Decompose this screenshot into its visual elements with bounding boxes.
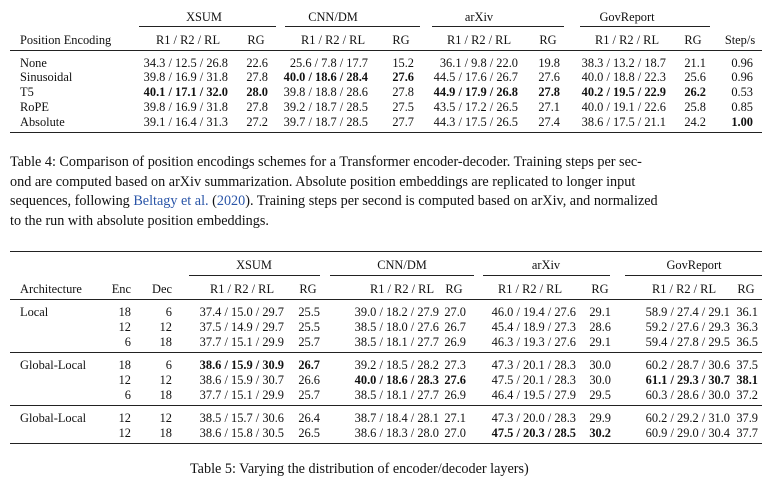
metric-cell: 38.5 / 15.7 / 30.6 xyxy=(199,411,284,425)
metric-cell: 60.9 / 29.0 / 30.4 xyxy=(645,426,730,440)
header-rule xyxy=(10,50,762,51)
metric-cell: 37.7 / 15.1 / 29.9 xyxy=(199,388,284,402)
rg-cell: 25.5 xyxy=(298,320,320,334)
rg-cell: 26.4 xyxy=(298,411,320,425)
column-group-header: XSUM xyxy=(186,10,222,24)
column-header: Dec xyxy=(152,282,172,296)
rg-cell: 27.8 xyxy=(538,85,560,99)
rg-cell: 29.1 xyxy=(589,335,611,349)
dec-cell: 12 xyxy=(159,411,172,425)
metric-cell: 36.1 / 9.8 / 22.0 xyxy=(439,56,518,70)
metric-cell: 60.2 / 28.7 / 30.6 xyxy=(645,358,730,372)
metric-cell: 46.0 / 19.4 / 27.6 xyxy=(491,305,576,319)
metric-cell: 47.5 / 20.3 / 28.5 xyxy=(491,426,576,440)
column-group-header: XSUM xyxy=(236,258,272,272)
header-rule xyxy=(10,299,762,300)
enc-cell: 12 xyxy=(118,411,131,425)
dec-cell: 18 xyxy=(159,335,172,349)
metric-cell: 39.7 / 18.7 / 28.5 xyxy=(283,115,368,129)
rg-cell: 27.3 xyxy=(444,358,466,372)
metric-cell: 60.3 / 28.6 / 30.0 xyxy=(645,388,730,402)
column-header: R1 / R2 / RL xyxy=(209,282,275,296)
metric-cell: 38.6 / 15.9 / 30.7 xyxy=(199,373,284,387)
rg-cell: 28.0 xyxy=(246,85,268,99)
group-rule xyxy=(483,275,610,276)
metric-cell: 38.6 / 18.3 / 28.0 xyxy=(354,426,439,440)
metric-cell: 40.0 / 18.8 / 22.3 xyxy=(581,70,666,84)
column-header: R1 / R2 / RL xyxy=(155,33,221,47)
rg-cell: 28.6 xyxy=(589,320,611,334)
rg-cell: 15.2 xyxy=(392,56,414,70)
metric-cell: 61.1 / 29.3 / 30.7 xyxy=(645,373,730,387)
rg-cell: 27.0 xyxy=(444,426,466,440)
rg-cell: 29.5 xyxy=(589,388,611,402)
group-rule xyxy=(432,26,564,27)
architecture-label: Local xyxy=(20,305,49,319)
rg-cell: 21.1 xyxy=(684,56,706,70)
column-header: R1 / R2 / RL xyxy=(369,282,435,296)
caption-line: sequences, following Beltagy et al. (2020). Training steps per second is computed based on arXiv, and normalized xyxy=(10,193,658,209)
metric-cell: 46.3 / 19.3 / 27.6 xyxy=(491,335,576,349)
metric-cell: 58.9 / 27.4 / 29.1 xyxy=(645,305,730,319)
column-header: Architecture xyxy=(20,282,82,296)
metric-cell: 40.2 / 19.5 / 22.9 xyxy=(581,85,666,99)
rg-cell: 25.5 xyxy=(298,305,320,319)
column-header: RG xyxy=(684,33,702,47)
metric-cell: 45.4 / 18.9 / 27.3 xyxy=(491,320,576,334)
column-header: R1 / R2 / RL xyxy=(300,33,366,47)
column-group-header: CNN/DM xyxy=(308,10,358,24)
rg-cell: 30.0 xyxy=(589,373,611,387)
rg-cell: 25.7 xyxy=(298,388,320,402)
enc-cell: 12 xyxy=(118,373,131,387)
enc-cell: 18 xyxy=(118,358,131,372)
dec-cell: 6 xyxy=(165,305,172,319)
group-rule xyxy=(625,275,762,276)
row-label: Sinusoidal xyxy=(20,70,73,84)
metric-cell: 37.5 / 14.9 / 29.7 xyxy=(199,320,284,334)
column-header: RG xyxy=(737,282,755,296)
metric-cell: 34.3 / 12.5 / 26.8 xyxy=(143,56,228,70)
metric-cell: 43.5 / 17.2 / 26.5 xyxy=(433,100,518,114)
dec-cell: 18 xyxy=(159,426,172,440)
metric-cell: 40.0 / 18.6 / 28.4 xyxy=(283,70,368,84)
column-header: RG xyxy=(539,33,557,47)
rg-cell: 27.7 xyxy=(392,115,414,129)
column-group-header: arXiv xyxy=(464,10,494,24)
column-header: RG xyxy=(392,33,410,47)
rg-cell: 27.6 xyxy=(392,70,414,84)
rg-cell: 27.6 xyxy=(444,373,466,387)
bottom-rule xyxy=(10,132,762,133)
metric-cell: 39.8 / 16.9 / 31.8 xyxy=(143,70,228,84)
metric-cell: 37.7 / 15.1 / 29.9 xyxy=(199,335,284,349)
rg-cell: 25.8 xyxy=(684,100,706,114)
architecture-label: Global-Local xyxy=(20,411,87,425)
rg-cell: 26.9 xyxy=(444,335,466,349)
enc-cell: 6 xyxy=(124,388,131,402)
rg-cell: 27.4 xyxy=(538,115,560,129)
caption-line: to the run with absolute position embeddings. xyxy=(10,212,269,229)
rg-cell: 37.2 xyxy=(736,388,758,402)
group-rule xyxy=(285,26,420,27)
citation-year-link[interactable]: 2020 xyxy=(216,193,246,209)
rg-cell: 36.5 xyxy=(736,335,758,349)
bottom-rule xyxy=(10,443,762,444)
metric-cell: 47.3 / 20.1 / 28.3 xyxy=(491,358,576,372)
rg-cell: 27.1 xyxy=(538,100,560,114)
rg-cell: 26.7 xyxy=(444,320,466,334)
column-header: RG xyxy=(591,282,609,296)
metric-cell: 38.7 / 18.4 / 28.1 xyxy=(354,411,439,425)
rg-cell: 27.2 xyxy=(246,115,268,129)
enc-cell: 12 xyxy=(118,426,131,440)
rg-cell: 37.7 xyxy=(736,426,758,440)
metric-cell: 39.8 / 18.8 / 28.6 xyxy=(283,85,368,99)
dec-cell: 12 xyxy=(159,373,172,387)
metric-cell: 44.3 / 17.5 / 26.5 xyxy=(433,115,518,129)
dec-cell: 6 xyxy=(165,358,172,372)
rg-cell: 22.6 xyxy=(246,56,268,70)
metric-cell: 39.2 / 18.5 / 28.2 xyxy=(354,358,439,372)
row-label: None xyxy=(20,56,47,70)
column-header: Step/s xyxy=(724,33,756,47)
row-label: Absolute xyxy=(20,115,65,129)
section-rule xyxy=(10,405,762,406)
metric-cell: 39.1 / 16.4 / 31.3 xyxy=(143,115,228,129)
dec-cell: 18 xyxy=(159,388,172,402)
section-rule xyxy=(10,352,762,353)
top-rule xyxy=(10,251,762,252)
metric-cell: 37.4 / 15.0 / 29.7 xyxy=(199,305,284,319)
column-header: R1 / R2 / RL xyxy=(446,33,512,47)
metric-cell: 38.5 / 18.0 / 27.6 xyxy=(354,320,439,334)
rg-cell: 30.2 xyxy=(589,426,611,440)
row-label: RoPE xyxy=(20,100,49,114)
column-header: R1 / R2 / RL xyxy=(594,33,660,47)
metric-cell: 40.0 / 19.1 / 22.6 xyxy=(581,100,666,114)
metric-cell: 38.6 / 15.8 / 30.5 xyxy=(199,426,284,440)
caption-line: Table 4: Comparison of position encodings schemes for a Transformer encoder-decoder. Training steps per sec- xyxy=(10,154,642,170)
rg-cell: 29.1 xyxy=(589,305,611,319)
metric-cell: 39.2 / 18.7 / 28.5 xyxy=(283,100,368,114)
group-rule xyxy=(139,26,276,27)
enc-cell: 18 xyxy=(118,305,131,319)
enc-cell: 6 xyxy=(124,335,131,349)
row-label: T5 xyxy=(20,85,34,99)
citation-link[interactable]: Beltagy et al. xyxy=(133,193,209,209)
column-header: RG xyxy=(299,282,317,296)
rg-cell: 25.7 xyxy=(298,335,320,349)
metric-cell: 60.2 / 29.2 / 31.0 xyxy=(645,411,730,425)
metric-cell: 25.6 / 7.8 / 17.7 xyxy=(289,56,368,70)
rg-cell: 27.8 xyxy=(246,100,268,114)
rg-cell: 24.2 xyxy=(684,115,706,129)
metric-cell: 38.6 / 15.9 / 30.9 xyxy=(199,358,284,372)
metric-cell: 44.5 / 17.6 / 26.7 xyxy=(433,70,518,84)
steps-cell: 1.00 xyxy=(731,115,753,129)
metric-cell: 39.0 / 18.2 / 27.9 xyxy=(354,305,439,319)
column-header: Enc xyxy=(111,282,131,296)
rg-cell: 25.6 xyxy=(684,70,706,84)
column-header: R1 / R2 / RL xyxy=(651,282,717,296)
metric-cell: 38.6 / 17.5 / 21.1 xyxy=(581,115,666,129)
column-group-header: arXiv xyxy=(531,258,561,272)
column-group-header: GovReport xyxy=(666,258,722,272)
column-header: Position Encoding xyxy=(20,33,112,47)
rg-cell: 36.1 xyxy=(736,305,758,319)
enc-cell: 12 xyxy=(118,320,131,334)
rg-cell: 26.7 xyxy=(298,358,320,372)
rg-cell: 26.9 xyxy=(444,388,466,402)
metric-cell: 38.5 / 18.1 / 27.7 xyxy=(354,388,439,402)
metric-cell: 47.5 / 20.1 / 28.3 xyxy=(491,373,576,387)
steps-cell: 0.96 xyxy=(731,70,753,84)
architecture-label: Global-Local xyxy=(20,358,87,372)
rg-cell: 27.8 xyxy=(392,85,414,99)
steps-cell: 0.53 xyxy=(731,85,753,99)
rg-cell: 26.6 xyxy=(298,373,320,387)
metric-cell: 38.3 / 13.2 / 18.7 xyxy=(581,56,666,70)
rg-cell: 27.5 xyxy=(392,100,414,114)
column-header: RG xyxy=(445,282,463,296)
column-header: R1 / R2 / RL xyxy=(497,282,563,296)
column-group-header: GovReport xyxy=(599,10,655,24)
rg-cell: 37.9 xyxy=(736,411,758,425)
caption-line: ond are computed based on arXiv summarization. Absolute position embeddings are replicated to longer input xyxy=(10,173,636,190)
metric-cell: 46.4 / 19.5 / 27.9 xyxy=(491,388,576,402)
group-rule xyxy=(330,275,474,276)
metric-cell: 44.9 / 17.9 / 26.8 xyxy=(433,85,518,99)
dec-cell: 12 xyxy=(159,320,172,334)
metric-cell: 47.3 / 20.0 / 28.3 xyxy=(491,411,576,425)
steps-cell: 0.96 xyxy=(731,56,753,70)
rg-cell: 37.5 xyxy=(736,358,758,372)
metric-cell: 39.8 / 16.9 / 31.8 xyxy=(143,100,228,114)
rg-cell: 27.1 xyxy=(444,411,466,425)
rg-cell: 29.9 xyxy=(589,411,611,425)
rg-cell: 26.2 xyxy=(684,85,706,99)
metric-cell: 40.1 / 17.1 / 32.0 xyxy=(143,85,228,99)
rg-cell: 27.0 xyxy=(444,305,466,319)
group-rule xyxy=(189,275,320,276)
column-header: RG xyxy=(247,33,265,47)
rg-cell: 30.0 xyxy=(589,358,611,372)
steps-cell: 0.85 xyxy=(731,100,753,114)
rg-cell: 26.5 xyxy=(298,426,320,440)
metric-cell: 59.4 / 27.8 / 29.5 xyxy=(645,335,730,349)
rg-cell: 36.3 xyxy=(736,320,758,334)
metric-cell: 38.5 / 18.1 / 27.7 xyxy=(354,335,439,349)
rg-cell: 38.1 xyxy=(736,373,758,387)
metric-cell: 59.2 / 27.6 / 29.3 xyxy=(645,320,730,334)
rg-cell: 27.6 xyxy=(538,70,560,84)
table-4-caption xyxy=(10,153,658,231)
column-group-header: CNN/DM xyxy=(377,258,427,272)
table-5-caption: Table 5: Varying the distribution of encoder/decoder layers) xyxy=(190,461,529,477)
group-rule xyxy=(580,26,710,27)
metric-cell: 40.0 / 18.6 / 28.3 xyxy=(354,373,439,387)
rg-cell: 19.8 xyxy=(538,56,560,70)
rg-cell: 27.8 xyxy=(246,70,268,84)
